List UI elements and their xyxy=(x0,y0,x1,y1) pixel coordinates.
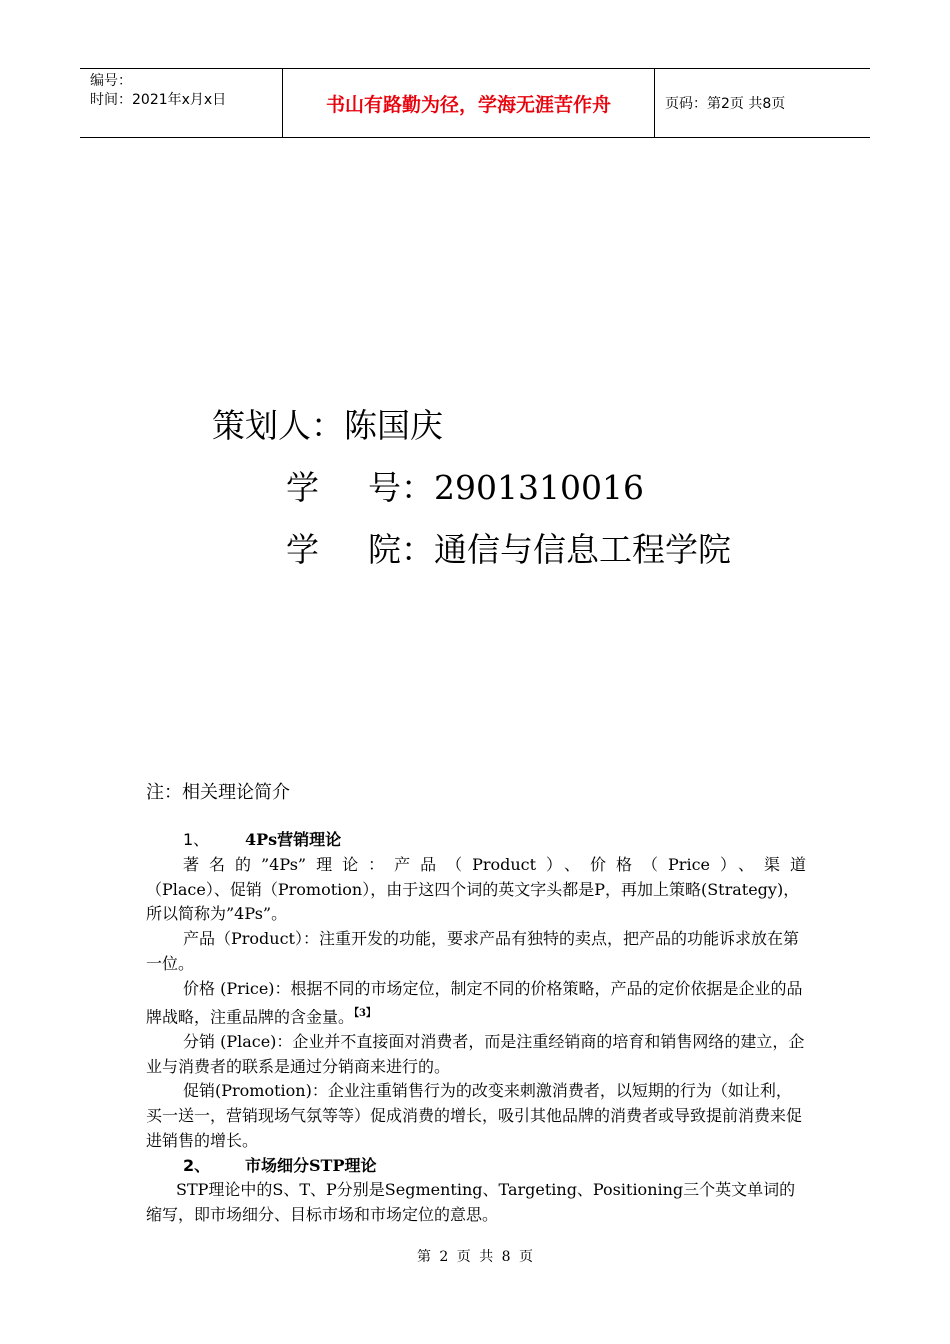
college-line xyxy=(286,524,731,571)
paragraph-4ps-rest: （Place）、促销（Promotion），由于这四个词的英文字头都是P，再加上策略(Strategy)，所以简称为”4Ps”。 xyxy=(146,879,800,924)
section-title-1: 4Ps营销理论 xyxy=(245,830,342,849)
student-id-line xyxy=(286,462,644,509)
notes-title: 注：相关理论简介 xyxy=(146,782,290,803)
time-label: 时间：2021年x月x日 xyxy=(90,92,227,108)
paragraph-4ps-line1: 著名的”4Ps”理论：产品（Product）、价格（Price）、渠道 xyxy=(183,854,806,874)
student-id-value: 2901310016 xyxy=(434,468,644,507)
planner-name: 陈国庆 xyxy=(344,406,443,445)
header-page-info: 页码：第2页 共8页 xyxy=(665,96,786,112)
reference-mark: 【3】 xyxy=(354,1007,376,1019)
section-title-2: 市场细分STP理论 xyxy=(245,1155,377,1175)
planner-label: 策划人： xyxy=(212,406,344,445)
section-number-1: 1、 xyxy=(183,830,210,849)
student-id-label-b: 号： xyxy=(368,468,434,507)
student-id-label-a: 学 xyxy=(286,468,319,507)
college-value: 通信与信息工程学院 xyxy=(434,530,731,569)
section-heading-1 xyxy=(146,828,806,853)
college-label-a: 学 xyxy=(286,530,319,569)
paragraph-promotion: 促销(Promotion)：企业注重销售行为的改变来刺激消费者，以短期的行为（如让利，买一送一，营销现场气氛等等）促成消费的增长，吸引其他品牌的消费者或导致提前消费来促进销售的增长。 xyxy=(146,1081,803,1150)
notes-body xyxy=(146,828,806,1228)
page-header-table xyxy=(80,68,870,138)
number-label: 编号： xyxy=(90,73,132,89)
page-footer: 第 2 页 共 8 页 xyxy=(416,1249,534,1265)
paragraph-place: 分销 (Place)：企业并不直接面对消费者，而是注重经销商的培育和销售网络的建立，企业与消费者的联系是通过分销商来进行的。 xyxy=(146,1031,805,1076)
header-motto: 书山有路勤为径，学海无涯苦作舟 xyxy=(282,69,655,137)
paragraph-price-text: 价格 (Price)：根据不同的市场定位，制定不同的价格策略，产品的定价依据是企业的品牌战略，注重品牌的含金量。 xyxy=(146,978,803,1026)
planner-line xyxy=(212,400,443,447)
header-meta-cell xyxy=(80,69,282,137)
paragraph-product: 产品（Product）：注重开发的功能，要求产品有独特的卖点，把产品的功能诉求放在第一位。 xyxy=(146,929,799,973)
section-heading-2 xyxy=(146,1154,806,1179)
college-label-b: 院： xyxy=(368,530,434,569)
section-number-2: 2、 xyxy=(183,1155,211,1175)
paragraph-stp: STP理论中的S、T、P分别是Segmenting、Targeting、Positioning三个英文单词的缩写，即市场细分、目标市场和市场定位的意思。 xyxy=(146,1180,796,1225)
paragraph-price xyxy=(146,977,806,1030)
